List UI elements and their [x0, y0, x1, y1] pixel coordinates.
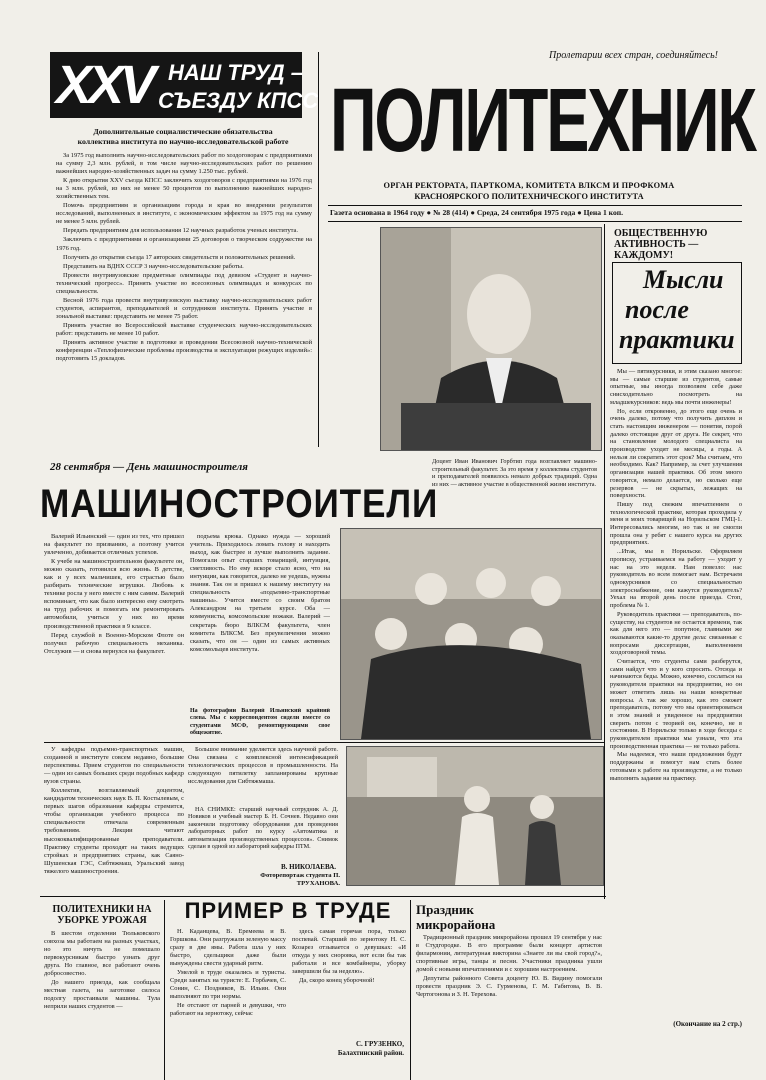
kafedra-paragraph: Коллектив, возглавляемый доцентом, кандидатом технических наук В. П. Костылевым, с первых шагов образования кафедры стремится, чтобы организация учебного процесса по специальности отвечала современным требованиям. Лекции читают высококвалифицированные преподаватели. Практику студенты проходят на таких ведущих стройках и предприятиях страны, как Саяно-Шушенская ГЭС, Сибтяжмаш, Уральский завод тяжелого машиностроения.: [44, 787, 184, 875]
obligations-heading: Дополнительные социалистические обязательства коллектива института по научно-исследовательской работе: [77, 127, 289, 146]
right-column-paragraph: ...Итак, мы в Норильске. Оформляем прописку, устраиваемся на работу — уходит у нас на это неделя. Нам повезло: нас руководитель во всем помогает нам. Встречаем однокурсников со специальностью электроснабжение, они кажутся руководитель? Уехал на второй день после приезда. Стоп, проблема № 1.: [610, 548, 742, 610]
right-title-1: Мысли: [643, 265, 724, 294]
example-col2: [292, 928, 406, 1040]
right-kicker: ОБЩЕСТВЕННУЮ АКТИВНОСТЬ — КАЖДОМУ!: [614, 228, 708, 261]
right-title-2: после: [625, 295, 689, 324]
example-place: Балахтинский район.: [337, 1050, 404, 1057]
newspaper-title: ПОЛИТЕХНИК: [330, 71, 755, 171]
harvest-heading: ПОЛИТЕХНИКИ НА УБОРКЕ УРОЖАЯ: [52, 904, 152, 926]
right-column-paragraph: Руководитель практики — преподаватель, по-существу, на студентов не остается времени, так как для него это — попутное, главными же оказываются какие-то другие дела: связанные с вопросами диссертации, выполнением хоздоговорной темы.: [610, 610, 742, 657]
bottom-left-rule: [164, 900, 165, 1080]
example-heading: ПРИМЕР В ТРУДЕ: [184, 898, 392, 923]
district-holiday-heading: Праздник микрорайона: [416, 902, 496, 932]
students-group: [341, 529, 601, 739]
obligation-paragraph: Принять активное участие в подготовке и проведении Всесоюзной научно-технической конференции «Теплофизические проблемы производства и эксплуатации режущих изделий»: подготовить 15 докладов.: [56, 339, 312, 363]
right-column-paragraph: Считается, что студенты сами разберутся, сами найдут что и у кого спросить. Отсюда и начинаются беды. Можно, конечно, сослаться на руководителя практики на предприятии, но он может ответить лишь на наши конкретные вопросы. А так же хорошо, как это сможет преподаватель, потому что мы ориентироваться в этом знаний и увиденное на предприятии сверить потом с теорией он, конечно, не в состоянии. В Норильске только в ходе беседы с руководителем практики мы узнали, что эта производственная практика — не только работа.: [610, 658, 742, 750]
obligations-text: [56, 152, 312, 448]
district-holiday-paragraph: Депутаты районного Совета доценту Ю. В. Видину помогали провести праздник Э. С. Гурменова, Г. М. Габитова, В. В. Чертогонова и З. Н. Терехова.: [416, 975, 602, 999]
right-column-paragraph: Но, если откровенно, до этого еще очень и очень далеко, потому что получить диплом и стать настоящим инженером — понятия, порой далеко отстоящие друг от друга. Не секрет, что на становление молодого специалиста на производстве уходят не месяцы, а годы. А нельзя ли сократить этот срок? Мы считаем, что необходимо. Как? Например, за счет улучшения организации нашей практики. Об этом много говорится, немало делается, но сколько еще резервов — не скрытых, лежащих на поверхности.: [610, 407, 742, 500]
right-headline-box: [612, 262, 742, 364]
engineers-day-line: 28 сентября — День машиностроителя: [50, 461, 248, 473]
right-column-paragraph: Мы — пятикурсники, и этим сказано многое: мы — самые старшие из студентов, самые опытные, мы иногда позволяем себе даже снисходительно посмотреть на младшекурсников: ведь мы почти инженеры!: [610, 368, 742, 406]
right-title-3: практики: [619, 325, 735, 354]
subtitle-line-1: ОРГАН РЕКТОРАТА, ПАРТКОМА, КОМИТЕТА ВЛКСМ И ПРОФКОМА: [383, 181, 675, 190]
example-col1: [170, 928, 286, 1080]
kafedra-col1: [44, 746, 184, 882]
portrait-figure: [381, 228, 601, 450]
harvest-paragraph: В шестом отделении Тюльковского совхоза мы работаем на разных участках, но это ничуть не помешало первокурсникам быстро узнать друг друга. Но главное, все работают очень добросовестно.: [44, 930, 160, 978]
engineers-paragraph: Перед службой в Военно-Морском Флоте он получил рабочую специальность механика. Отслужив — и снова вернулся на факультет.: [44, 631, 184, 655]
engineers-paragraph: Валерий Ильинский — один из тех, что пришел на факультет по призванию, а поэтому учится увлеченно, добивается отличных успехов.: [44, 533, 184, 557]
banner-line-1: НАШ ТРУД –: [168, 60, 303, 85]
obligation-paragraph: Заключить с предприятиями и организациями 25 договоров о творческом содружестве на 1976 год.: [56, 236, 312, 252]
xxv-banner: [50, 52, 319, 118]
kafedra-rule: [44, 742, 604, 743]
harvest-paragraph: До нашего приезда, как сообщала местная газета, на заготовке силоса подолгу простаивали машины. Тула неприли наших студентов —: [44, 979, 160, 1011]
example-paragraph: Н. Каданцева, В. Еремеева и В. Горшкова. Они разгружали зеленую массу сразу в две ямы. Работа шла у них быстро, сдельщики даже были вынуждены свести ударный ритм.: [170, 928, 286, 968]
example-paragraph: Да, скоро конец уборочной!: [299, 977, 375, 985]
portrait-caption: Доцент Иван Иванович Горбтип года возглавляет машиностроительный факультет. За это время у коллектива студентов и преподавателей появилось немало добрых традиций. Одна из них — активное участие в общественной жизни института.: [432, 458, 597, 488]
obligation-paragraph: Принять участие во Всероссийской выставке студенческих научно-исследовательских работ: представить не менее 10 работ.: [56, 321, 312, 337]
district-holiday-text: [416, 934, 602, 1080]
right-column-text: [610, 368, 742, 878]
example-paragraph: здесь самая горячая пора, только поспевай. Старший по зернотоку Н. С. Козарез отзывается о девушках: «И откуда у них сноровка, вот если бы так работали и все комбайнеры, уборку завершили бы за неделю».: [292, 928, 406, 976]
obligation-paragraph: Представить на ВДНХ СССР 3 научно-исследовательские работы.: [63, 262, 244, 270]
engineers-title: МАШИНОСТРОИТЕЛИ: [40, 482, 439, 526]
bottom-right-rule: [410, 900, 411, 1080]
obligation-paragraph: Помочь предприятиям и организациям города и края во внедрении результатов исследований, выполненных в институте, с экономическим эффектом за 1975 год на сумму не менее 5 млн. рублей.: [56, 202, 312, 226]
engineers-col1: [44, 533, 184, 738]
laboratory-scene: [347, 747, 603, 885]
banner-line-2: СЪЕЗДУ КПСС: [158, 88, 319, 113]
right-column-paragraph: Мы надеемся, что наши предложения будут поддержаны и помогут нам стать более готовыми к работе на производстве, а не только выполнить задание на практику.: [610, 751, 742, 782]
harvest-text: [44, 930, 160, 1080]
obligation-paragraph: Провести внутривузовские предметные олимпиады под девизом «Студент и научно-технический прогресс». Принять участие во всесоюзных олимпиадах и конкурсах по специальности.: [56, 271, 312, 295]
kafedra-photographer: Фоторепортаж студента П. ТРУХАНОВА.: [260, 872, 340, 887]
motto: Пролетарии всех стран, соединяйтесь!: [548, 50, 718, 61]
example-paragraph: Умелой в труде оказались и туристы. Среди занятых на туристе: Е. Горбачев, С. Сонин, С. Поздняков, В. Ильин. Они выполняют по три нормы.: [170, 969, 286, 1001]
obligation-paragraph: Весной 1976 года провести внутривузовскую выставку научно-исследовательских работ студентов, аспирантов, преподавателей и сотрудников института. Принять участие в зональной выставке: представить не менее 75 работ.: [56, 296, 312, 320]
right-column-ending: (Окончание на 2 стр.): [673, 1020, 742, 1028]
kafedra-col2: [188, 746, 338, 802]
example-paragraph: Не отстают от парней и девушки, что работают на зернотоку, сейчас: [170, 1002, 286, 1018]
obligation-paragraph: Передать предприятиям для использования 12 научных разработок ученых института.: [63, 227, 298, 235]
subtitle-line-2: КРАСНОЯРСКОГО ПОЛИТЕХНИЧЕСКОГО ИНСТИТУТА: [414, 192, 644, 201]
header-rule-bottom: [328, 221, 742, 222]
kafedra-paragraph: У кафедры подъемно-транспортных машин, созданной в институте совсем недавно, большие перспективы. Прием студентов по специальности — один из самых больших среди подобных кафедр вузов страны.: [44, 746, 184, 786]
obligation-paragraph: За 1975 год выполнить научно-исследовательских работ по хоздоговорам с предприятиями на сумму 2,3 млн. рублей, в том числе научно-исследовательских работ по решению важнейших народно-хозяйственных задач на сумму 1.250 тыс. рублей.: [56, 152, 312, 176]
engineers-col2: [190, 533, 330, 701]
district-holiday-paragraph: Традиционный праздник микрорайона прошел 19 сентября у нас в Студгородке. В его программе были концерт артистов филармонии, литературная викторина «Знаете ли вы свой город?», спортивные игры, танцы и песни. Участники праздника ушли домой с новыми впечатлениями и с хорошим настроением.: [416, 934, 602, 974]
students-photo: [340, 528, 602, 740]
kafedra-na-snimke: НА СНИМКЕ: старший научный сотрудник А. Д. Новиков и учебный мастер Б. Н. Сочнев. Недавно они закончили подготовку оборудования для проведения лабораторных работ по курсу «Автоматика и автоматизация производственных процессов». Снимок сделан в одной из лабораторий кафедры ПТМ.: [188, 806, 338, 851]
obligation-paragraph: К дню открытия XXV съезда КПСС заключить хоздоговоров с предприятиями на 1976 год на 3 млн. рублей, из них не менее 50 процентов по выполнению важнейших народно-хозяйственных тем.: [56, 177, 312, 201]
portrait-photo: [380, 227, 602, 451]
right-column-paragraph: Пишу под свежим впечатлением о технологической практике, которая проходила у меня и моих товарищей на Норильском ГМЦ-1. Интересовались многим, но так и не смогли прошла она у ребят с нашего курса на других предприятиях.: [610, 500, 742, 547]
left-column-rule: [318, 52, 319, 447]
engineers-paragraph: подъема крюка. Однако нужда — хороший учитель. Приходилось ломать голову и находить выход, как быстрее и лучше выполнить задание. Помогали опыт старших товарищей, интуиция, сметливость. Но ему вскоре стало ясно, что на интуиции, как говорится, далеко не уедешь, нужны знания. Так он и пришел к нашему институту на специальность «подъемно-транспортные машины». Учится вместе со своим братом Александром на третьем курсе. Оба — коммунисты, комсомольские вожаки. Валерий — секретарь бюро ВЛКСМ факультета, член комитета ВЛКСМ. Без преувеличения можно сказать, что он — один из самых активных комсомольцев института.: [190, 533, 330, 653]
issue-line: Газета основана в 1964 году ● № 28 (414) ● Среда, 24 сентября 1975 года ● Цена 1 коп.: [330, 208, 624, 217]
kafedra-paragraph: Большое внимание уделяется здесь научной работе. Она связана с комплексной интенсификацией технологических процессов в промышленности. На следующую пятилетку запланированы крупные исследования для Сибтяжмаша.: [188, 746, 338, 786]
kafedra-author: В. НИКОЛАЕВА.: [280, 863, 336, 871]
example-author: С. ГРУЗЕНКО,: [355, 1040, 404, 1048]
obligation-paragraph: Получить до открытия съезда 17 авторских свидетельств и положительных решений.: [63, 253, 296, 261]
bottom-rule: [40, 896, 606, 897]
right-column-rule: [604, 224, 605, 899]
engineers-photo-caption: На фотографии Валерий Ильинский крайний слева. Мы с корреспондентом сидели вместе со студентами МСФ, ремонтирующими свое общежитие.: [190, 708, 330, 736]
banner-roman: XXV: [56, 55, 153, 115]
header-rule-top: [328, 205, 742, 206]
engineers-paragraph: К учебе на машиностроительном факультете он, можно сказать, готовился всю жизнь. В детстве, как и у всех мальчишек, его страстью было разбирать технические игрушки. Любовь к технике росла у него вместе с ним самим. Валерий вспоминает, что как было интересно ему смотреть на труд рабочих и помогать им ремонтировать автомобили, учиться у них во время производственной практики в 9 классе.: [44, 558, 184, 630]
laboratory-photo: [346, 746, 604, 886]
